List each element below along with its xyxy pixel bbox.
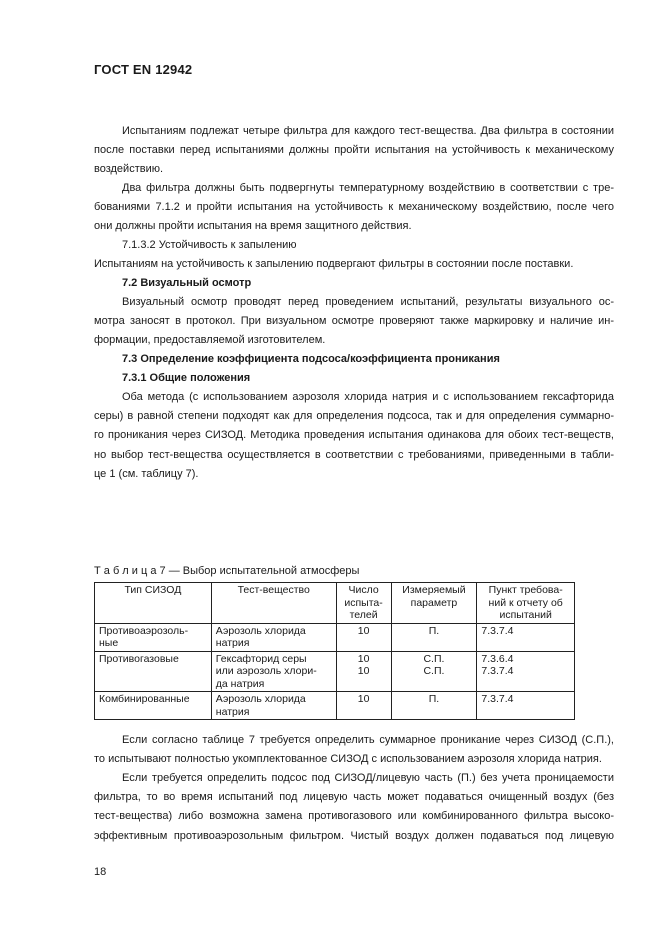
cell-line: Гексафторид серы xyxy=(215,652,307,665)
text-line: но выбор тест-вещества осуществляется в соответствии с требованиями, приведенными в табли- xyxy=(94,448,614,461)
cell-substance xyxy=(211,623,336,651)
text-line: Если согласно таблице 7 требуется определить суммарное проникание через СИЗОД (С.П.), xyxy=(122,734,614,746)
column-header-count xyxy=(336,583,391,624)
cell-count xyxy=(336,692,391,720)
text-line: фильтра, то во время испытаний под лицевую часть может подаваться очищенный воздух (без xyxy=(94,791,614,804)
paragraph-5 xyxy=(94,388,614,484)
table-caption-label: Т а б л и ц а xyxy=(94,565,157,577)
header-line: Тип СИЗОД xyxy=(124,584,182,596)
text-line: то испытывают полностью укомплектованное СИЗОД с использованием аэрозоля хлорида натрия. xyxy=(94,753,602,766)
column-header-clause xyxy=(477,583,575,624)
cell-clause xyxy=(477,651,575,692)
text-line: Испытаниям подлежат четыре фильтра для каждого тест-вещества. Два фильтра в состоянии xyxy=(122,125,614,137)
cell-count xyxy=(336,651,391,692)
cell-line: 7.3.7.4 xyxy=(481,624,514,637)
cell-line: П. xyxy=(428,693,440,705)
cell-substance xyxy=(211,651,336,692)
cell-substance xyxy=(211,692,336,720)
cell-line: или аэрозоль хлори- xyxy=(215,665,317,677)
header-line: телей xyxy=(349,609,378,621)
cell-line: Противогазовые xyxy=(99,652,179,665)
header-line: испыта- xyxy=(344,596,383,609)
table-caption-text: 7 — Выбор испытательной атмосферы xyxy=(156,565,360,577)
column-header-type xyxy=(95,583,212,624)
cell-line: С.П. xyxy=(423,652,445,665)
table-header-row xyxy=(95,583,575,624)
cell-clause xyxy=(477,623,575,651)
table-row xyxy=(95,651,575,692)
page-number: 18 xyxy=(94,866,107,878)
paragraph-6 xyxy=(94,731,614,769)
cell-parameter xyxy=(391,623,477,651)
section-7-3-1-title: 7.3.1 Общие положения xyxy=(122,372,251,384)
text-line: эффективным противоаэрозольным фильтром. Чистый воздух должен подаваться под лицевую xyxy=(94,829,614,842)
header-line: Тест-вещество xyxy=(237,584,310,596)
cell-type xyxy=(95,623,212,651)
cell-line: С.П. xyxy=(423,665,445,677)
text-line: формации, предоставляемой изготовителем. xyxy=(94,334,326,347)
cell-line: натрия xyxy=(215,705,250,718)
paragraph-1 xyxy=(94,122,614,180)
cell-line: 7.3.7.4 xyxy=(481,665,514,677)
table-row xyxy=(95,692,575,720)
header-line: испытаний xyxy=(499,609,552,621)
cell-line: 10 xyxy=(357,693,370,705)
cell-line: натрия xyxy=(215,637,250,649)
header-line: Число xyxy=(348,584,379,596)
cell-line: 7.3.6.4 xyxy=(481,652,514,665)
cell-count xyxy=(336,623,391,651)
text-line: они должны пройти испытания на время защитного действия. xyxy=(94,220,412,233)
text-line: мотра заносят в протокол. При визуальном осмотре проверяют также маркировку и наличие ин- xyxy=(94,315,614,328)
header-line: Пункт требова- xyxy=(488,584,563,596)
table-row xyxy=(95,623,575,651)
cell-parameter xyxy=(391,651,477,692)
text-line: тест-вещества) либо возможна замена противогазового или комбинированного фильтра высоко- xyxy=(94,810,614,823)
cell-line: П. xyxy=(428,624,440,637)
document-code: ГОСТ EN 12942 xyxy=(94,62,193,77)
header-line: ний к отчету об xyxy=(488,596,563,609)
text-line: го проникания через СИЗОД. Методика проведения испытания одинакова для обоих тест-веществ, xyxy=(94,429,614,442)
cell-line: 10 xyxy=(357,624,370,637)
text-line: воздействию. xyxy=(94,163,164,176)
column-header-substance xyxy=(211,583,336,624)
cell-type xyxy=(95,651,212,692)
cell-line: да натрия xyxy=(215,677,265,690)
test-atmosphere-table xyxy=(94,582,575,720)
section-7-1-3-2-title: 7.1.3.2 Устойчивость к запылению xyxy=(122,239,297,251)
text-line: це 1 (см. таблицу 7). xyxy=(94,467,199,480)
header-line: Измеряемый xyxy=(402,584,466,596)
cell-parameter xyxy=(391,692,477,720)
cell-type xyxy=(95,692,212,720)
paragraph-2 xyxy=(94,179,614,237)
text-line: Два фильтра должны быть подвергнуты температурному воздействию в соответствии с тре- xyxy=(122,182,614,194)
paragraph-4 xyxy=(94,293,614,351)
table-caption xyxy=(94,564,359,578)
cell-line: ные xyxy=(99,637,119,649)
text-line: Оба метода (с использованием аэрозоля хлорида натрия и с использованием гексафторида xyxy=(122,391,614,403)
cell-line: 10 xyxy=(357,665,370,677)
text-line: серы) в равной степени подходят как для определения подсоса, так и для определения суммарно- xyxy=(94,410,614,423)
text-line: после поставки перед испытаниями должны пройти испытания на устойчивость к механическому xyxy=(94,144,614,157)
section-7-3-title: 7.3 Определение коэффициента подсоса/коэффициента проникания xyxy=(122,353,500,365)
cell-line: 7.3.7.4 xyxy=(481,693,514,705)
header-line: параметр xyxy=(410,596,458,609)
cell-clause xyxy=(477,692,575,720)
cell-line: 10 xyxy=(357,652,370,665)
paragraph-7 xyxy=(94,769,614,846)
text-line: Визуальный осмотр проводят перед проведением испытаний, результаты визуального ос- xyxy=(122,296,614,308)
cell-line: Аэрозоль хлорида xyxy=(215,693,306,705)
text-line: Если требуется определить подсос под СИЗОД/лицевую часть (П.) без учета проницаемости xyxy=(122,772,614,784)
column-header-parameter xyxy=(391,583,477,624)
cell-line: Комбинированные xyxy=(99,693,190,705)
cell-line: Противоаэрозоль- xyxy=(99,624,189,637)
text-line: бованиями 7.1.2 и пройти испытания на устойчивость к механическому воздействию, после чего xyxy=(94,201,614,214)
paragraph-3: Испытаниям на устойчивость к запылению подвергают фильтры в состоянии после поставки. xyxy=(94,258,574,270)
cell-line: Аэрозоль хлорида xyxy=(215,624,306,637)
section-7-2-title: 7.2 Визуальный осмотр xyxy=(122,277,252,289)
